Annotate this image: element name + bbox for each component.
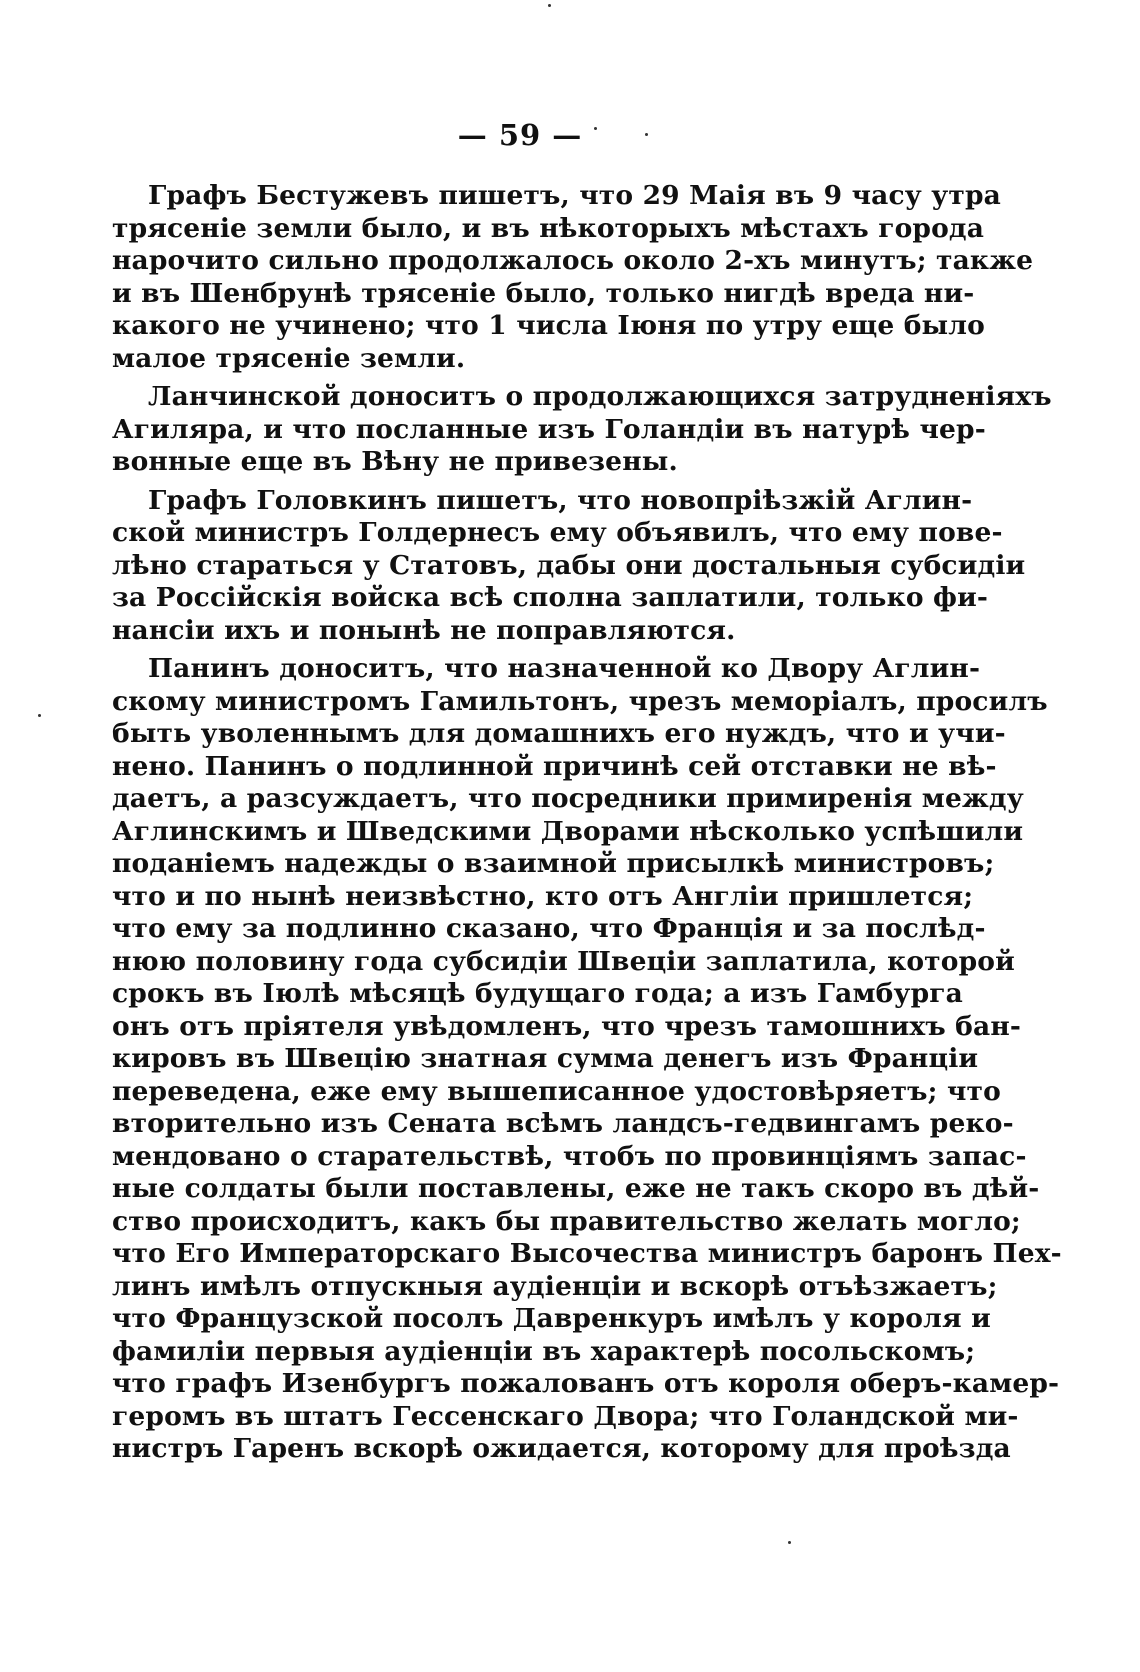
text-line: что и по нынѣ неизвѣстно, кто отъ Англіи пришлется; [112, 880, 974, 912]
text-line: срокъ въ Іюлѣ мѣсяцѣ будущаго года; а изъ Гамбурга [112, 978, 963, 1009]
text-line: лѣно стараться у Статовъ, дабы они достальныя субсидіи [112, 549, 1026, 581]
text-line: за Россійскія войска всѣ сполна заплатили, только фи- [112, 582, 989, 613]
text-line: что Его Императорскаго Высочества министръ баронъ Пех- [112, 1238, 1062, 1269]
text-line: нансіи ихъ и понынѣ не поправляются. [112, 614, 736, 646]
text-line: Графъ Бестужевъ пишетъ, что 29 Маія въ 9 часу утра [148, 180, 1001, 211]
paragraph-2 [112, 381, 1052, 479]
paragraph-3 [112, 484, 1026, 648]
text-line: Панинъ доноситъ, что назначенной ко Двору Аглин- [148, 653, 981, 684]
text-line: Графъ Головкинъ пишетъ, что новопріѣзжій Аглин- [148, 484, 973, 516]
text-line: и въ Шенбрунѣ трясеніе было, только нигдѣ вреда ни- [112, 277, 975, 309]
scan-speck [645, 133, 648, 136]
text-line: ные солдаты были поставлены, еже не такъ скоро въ дѣй- [112, 1173, 1040, 1204]
scan-speck [594, 127, 597, 130]
text-line: ской министръ Голдернесъ ему объявилъ, что ему пове- [112, 517, 1003, 548]
text-line: Агиляра, и что посланные изъ Голандіи въ натурѣ чер- [112, 413, 986, 445]
text-line: геромъ въ штатъ Гессенскаго Двора; что Голандской ми- [112, 1400, 1019, 1432]
text-line: даетъ, а разсуждаетъ, что посредники примиренія между [112, 783, 1024, 814]
text-body [112, 180, 1062, 1472]
paragraph-1 [112, 180, 1034, 375]
text-line: что Французской посолъ Давренкуръ имѣлъ у короля и [112, 1303, 991, 1334]
text-line: поданіемъ надежды о взаимной присылкѣ министровъ; [112, 848, 995, 879]
text-line: нарочито сильно продолжалось около 2-хъ минутъ; также [112, 245, 1034, 276]
text-line: малое трясеніе земли. [112, 342, 466, 374]
text-line: что ему за подлинно сказано, что Францiя и за послѣд- [112, 913, 986, 944]
text-line: Ланчинской доноситъ о продолжающихся затрудненіяхъ [148, 381, 1052, 412]
scan-speck [38, 714, 41, 717]
text-line: вторительно изъ Сената всѣмъ ландсъ-гедвингамъ реко- [112, 1108, 1014, 1139]
paragraph-4 [112, 653, 1062, 1466]
text-line: вонные еще въ Вѣну не привезены. [112, 446, 678, 477]
text-line: линъ имѣлъ отпускныя аудіенціи и вскорѣ отъѣзжаетъ; [112, 1270, 998, 1302]
text-line: Аглинскимъ и Шведскими Дворами нѣсколько успѣшили [112, 815, 1024, 847]
text-line: что графъ Изенбургъ пожалованъ отъ короля оберъ-камер- [112, 1368, 1060, 1399]
text-line: быть уволеннымъ для домашнихъ его нуждъ, что и учи- [112, 718, 1006, 749]
text-line: скому министромъ Гамильтонъ, чрезъ меморіалъ, просилъ [112, 685, 1048, 717]
text-line: фамиліи первыя аудіенціи въ характерѣ посольскомъ; [112, 1335, 976, 1367]
scan-speck [548, 4, 551, 7]
text-line: мендовано о старательствѣ, чтобъ по провинціямъ запас- [112, 1140, 1027, 1172]
text-line: нено. Панинъ о подлинной причинѣ сей отставки не вѣ- [112, 750, 997, 782]
text-line: какого не учинено; что 1 числа Іюня по утру еще было [112, 310, 985, 341]
page-number: — 59 — [457, 118, 583, 152]
text-line: ство происходитъ, какъ бы правительство желать могло; [112, 1205, 1021, 1237]
text-line: переведена, еже ему вышеписанное удостовѣряетъ; что [112, 1075, 1001, 1107]
text-line: нюю половину года субсидіи Швеціи заплатила, которой [112, 945, 1015, 977]
text-line: кировъ въ Швецію знатная сумма денегъ изъ Франціи [112, 1043, 979, 1074]
text-line: онъ отъ пріятеля увѣдомленъ, что чрезъ тамошнихъ бан- [112, 1010, 1022, 1042]
scan-speck [788, 1541, 791, 1544]
text-line: нистръ Гаренъ вскорѣ ожидается, которому для проѣзда [112, 1433, 1011, 1464]
text-line: трясеніе земли было, и въ нѣкоторыхъ мѣстахъ города [112, 212, 985, 244]
